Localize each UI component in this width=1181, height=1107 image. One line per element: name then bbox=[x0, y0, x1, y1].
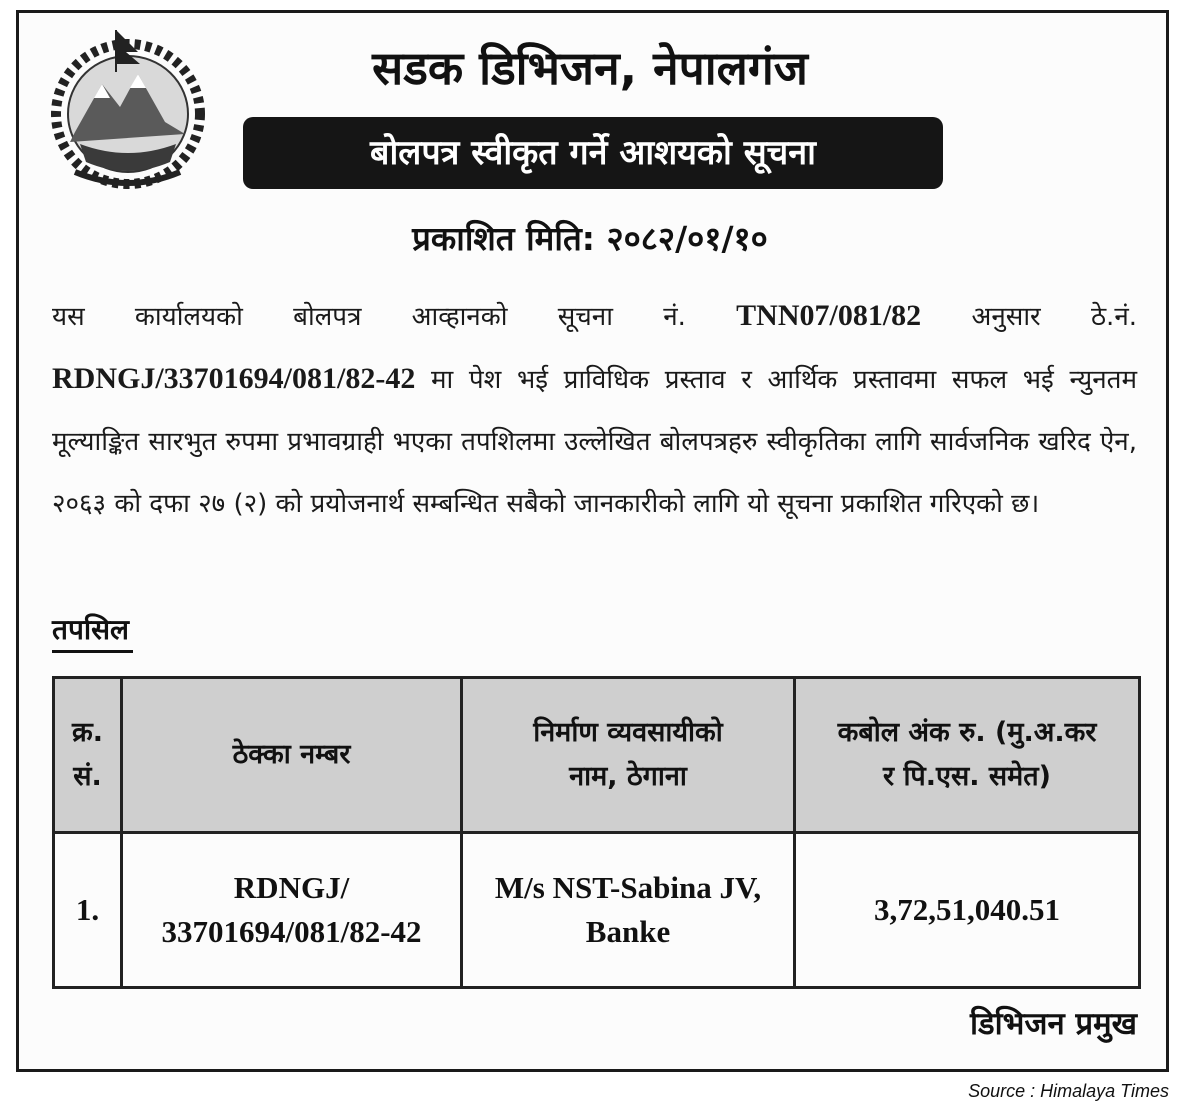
header-contract-no: ठेक्का नम्बर bbox=[122, 678, 462, 833]
table-row bbox=[54, 833, 1140, 988]
notice-number: TNN07/081/82 bbox=[736, 299, 922, 332]
signature: डिभिजन प्रमुख bbox=[970, 1006, 1137, 1042]
notice-body bbox=[52, 285, 1137, 535]
body-part3: मा पेश भई प्राविधिक प्रस्ताव र आर्थिक प्रस्तावमा सफल भई न्युनतम मूल्याङ्कित सारभुत रुपमा प्रभावग्राही भएका तपशिलमा उल्लेखित बोलपत्रहरु स्वीकृतिका लागि सार्वजनिक खरिद ऐन, २०६३ को दफा २७ (२) को प्रयोजनार्थ सम्बन्धित सबैको जानकारीको लागि यो सूचना प्रकाशित गरिएको छ। bbox=[52, 365, 1137, 519]
notice-banner-title: बोलपत्र स्वीकृत गर्ने आशयको सूचना bbox=[243, 117, 943, 189]
cell-amount: 3,72,51,040.51 bbox=[795, 833, 1140, 988]
section-title: तपसिल bbox=[52, 610, 133, 653]
header-bidder: निर्माण व्यवसायीको नाम, ठेगाना bbox=[462, 678, 795, 833]
body-part1: यस कार्यालयको बोलपत्र आव्हानको सूचना नं. bbox=[52, 302, 686, 332]
cell-sn: 1. bbox=[54, 833, 122, 988]
body-part2: अनुसार ठे.नं. bbox=[971, 302, 1138, 332]
source-credit: Source : Himalaya Times bbox=[968, 1081, 1169, 1101]
cell-bidder: M/s NST-Sabina JV, Banke bbox=[462, 833, 795, 988]
cell-contract-no: RDNGJ/ 33701694/081/82-42 bbox=[122, 833, 462, 988]
published-date-value: २०८२/०१/१० bbox=[606, 219, 768, 258]
table-header-row bbox=[54, 678, 1140, 833]
header-sn: क्र. सं. bbox=[54, 678, 122, 833]
contract-number: RDNGJ/33701694/081/82-42 bbox=[52, 362, 416, 395]
nepal-emblem-icon bbox=[40, 22, 215, 197]
bid-table bbox=[52, 676, 1141, 989]
office-title: सडक डिभिजन, नेपालगंज bbox=[372, 41, 808, 95]
published-date bbox=[300, 215, 880, 263]
published-date-label: प्रकाशित मिति: bbox=[412, 219, 595, 258]
header-amount: कबोल अंक रु. (मु.अ.कर र पि.एस. समेत) bbox=[795, 678, 1140, 833]
